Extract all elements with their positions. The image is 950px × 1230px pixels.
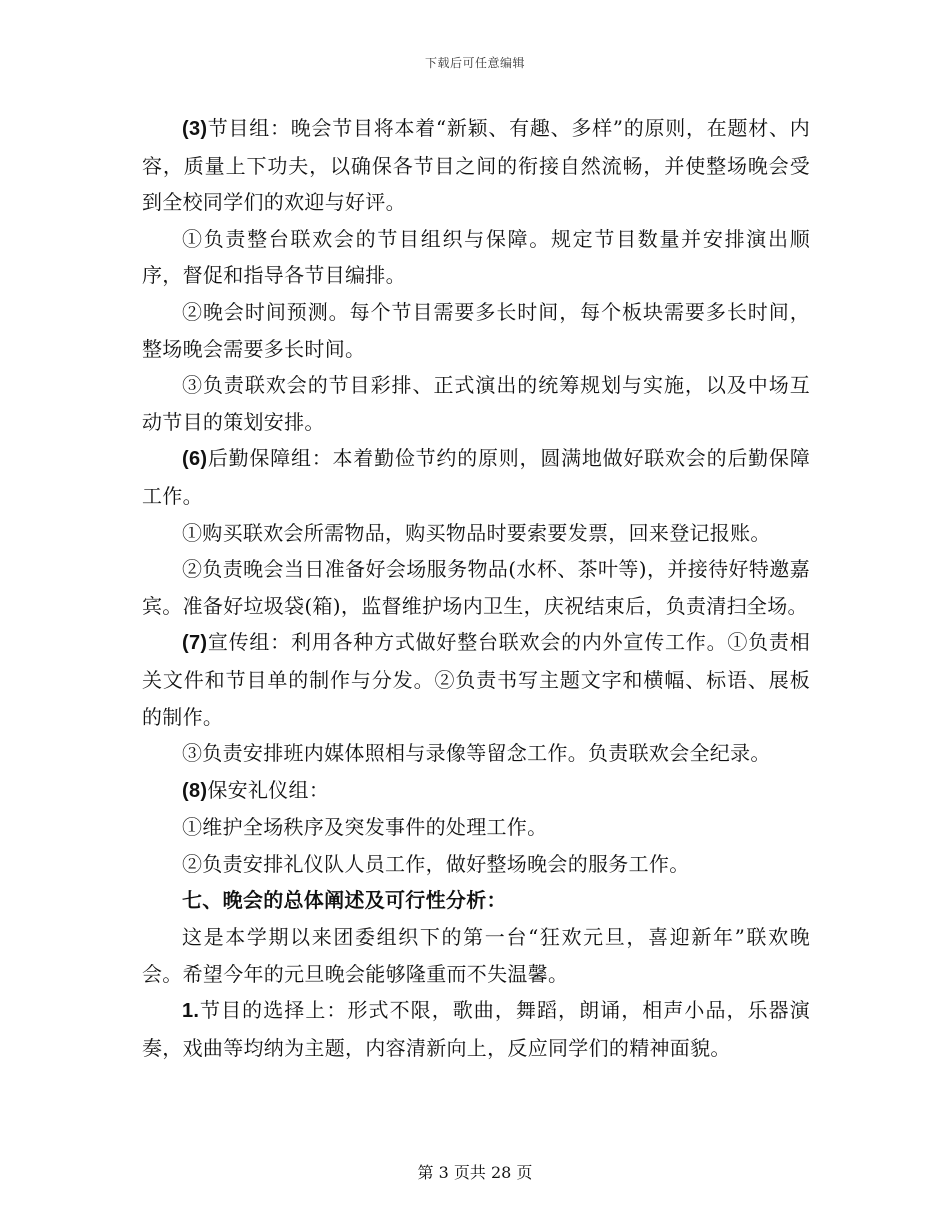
paragraph-security-group: (8)保安礼仪组： (182, 777, 330, 802)
paragraph-item: ②负责晚会当日准备好会场服务物品(水杯、茶叶等)，并接待好特邀嘉宾。准备好垃圾袋(箱)，监督维护场内卫生，庆祝结束后，负责清扫全场。 (142, 557, 810, 618)
paragraph-program-group: (3)节目组：晚会节目将本着“新颖、有趣、多样”的原则，在题材、内容，质量上下功夫，以确保各节目之间的衔接自然流畅，并使整场晚会受到全校同学们的欢迎与好评。 (142, 116, 810, 215)
section-number: 1. (182, 1000, 200, 1023)
paragraph-body: 这是本学期以来团委组织下的第一台“狂欢元旦，喜迎新年”联欢晚会。希望今年的元旦晚会能够隆重而不失温馨。 (142, 925, 810, 986)
section-number: (7) (182, 632, 208, 655)
paragraph-item: ②晚会时间预测。每个节目需要多长时间，每个板块需要多长时间，整场晚会需要多长时间。 (142, 299, 810, 361)
section-number: (6) (182, 448, 208, 471)
page-header: 下载后可任意编辑 (424, 56, 525, 70)
section-heading: 七、晚会的总体阐述及可行性分析： (182, 888, 507, 913)
section-number: (3) (182, 118, 208, 140)
paragraph-program-selection: 1.节目的选择上：形式不限，歌曲，舞蹈，朗诵，相声小品，乐器演奏，戏曲等均纳为主题，内容清新向上，反应同学们的精神面貌。 (142, 998, 810, 1060)
section-number: (8) (182, 779, 208, 802)
document-body (142, 110, 810, 1066)
paragraph-item: ①负责整台联欢会的节目组织与保障。规定节目数量并安排演出顺序，督促和指导各节目编排。 (142, 226, 810, 288)
paragraph-item: ②负责安排礼仪队人员工作，做好整场晚会的服务工作。 (182, 851, 690, 876)
paragraph-logistics-group: (6)后勤保障组：本着勤俭节约的原则，圆满地做好联欢会的后勤保障工作。 (142, 446, 810, 508)
paragraph-item: ③负责安排班内媒体照相与录像等留念工作。负责联欢会全纪录。 (182, 741, 771, 766)
paragraph-item: ①购买联欢会所需物品，购买物品时要索要发票，回来登记报账。 (182, 520, 771, 545)
page-footer: 第 3 页共 28 页 (417, 1163, 533, 1182)
paragraph-item: ①维护全场秩序及突发事件的处理工作。 (182, 815, 548, 840)
paragraph-item: ③负责联欢会的节目彩排、正式演出的统筹规划与实施，以及中场互动节目的策划安排。 (142, 373, 810, 434)
paragraph-publicity-group: (7)宣传组：利用各种方式做好整台联欢会的内外宣传工作。①负责相关文件和节目单的制作与分发。②负责书写主题文字和横幅、标语、展板的制作。 (142, 630, 810, 729)
